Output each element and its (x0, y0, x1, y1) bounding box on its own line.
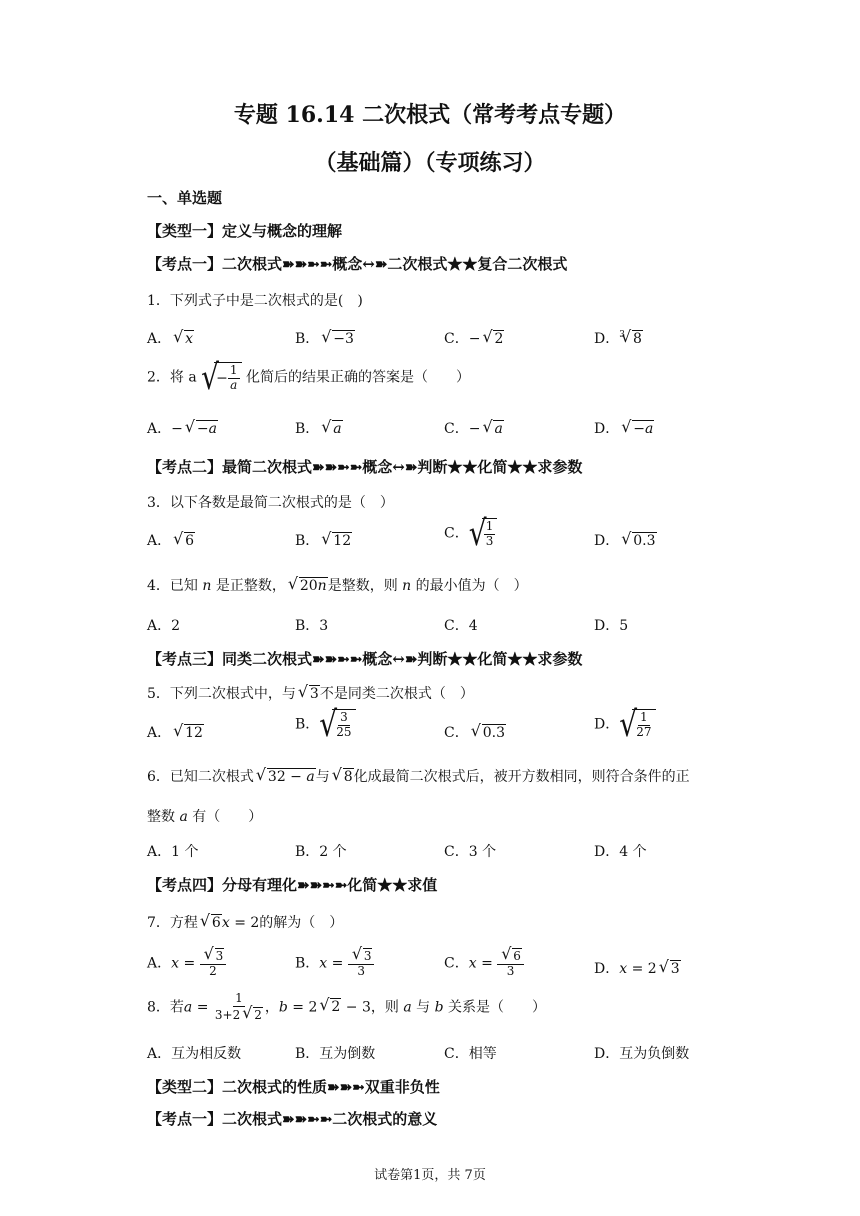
q4-option-b: B．3 (295, 618, 329, 634)
q4-option-d: D．5 (594, 618, 629, 634)
question-7: 7．方程√ 6x = 2的解为（ ） (147, 912, 343, 932)
q1-option-b: B．√ −3 (295, 328, 355, 348)
q3-option-d: D．√ 0.3 (594, 530, 657, 550)
q6-option-c: C．3 个 (444, 844, 497, 860)
title-line-1: 专题 16.14 二次根式（常考考点专题） (233, 102, 627, 128)
q7-option-b: B．x = √ $\frac{3}{3}$ (295, 948, 374, 979)
q1-option-d: D．$^3$√ 8 (594, 328, 643, 348)
question-4: 4．已知 n 是正整数，√ 20n是整数，则 n 的最小值为（ ） (147, 575, 528, 595)
page-footer: 试卷第1页，共 7页 (374, 1168, 486, 1183)
q6-option-a: A．1 个 (147, 844, 199, 860)
question-3: 3．以下各数是最简二次根式的是（ ） (147, 495, 394, 511)
q7-option-a: A．x = √ $\frac{3}{2}$ (147, 948, 226, 979)
q5-option-a: A．√ 12 (147, 722, 204, 742)
kaodian-heading-3: 【考点三】同类二次根式➽➽➼➼概念↔➽判断★★化简★★求参数 (147, 650, 583, 668)
q2-option-d: D．√ −a (594, 418, 654, 438)
kaodian-heading-5: 【考点一】二次根式➽➽➼➼二次根式的意义 (147, 1110, 438, 1128)
q8-option-a: A．互为相反数 (147, 1046, 242, 1062)
q1-option-a: A．√ x (147, 328, 194, 348)
question-8: 8．若a = $\frac{1}{3+2√ 2}$ ，b = 2√ 2 − 3，则 a 与 b 关系是（ ） (147, 992, 546, 1023)
q3-option-a: A．√ 6 (147, 530, 195, 550)
q1-option-c: C．−√ 2 (444, 328, 504, 348)
q7-option-c: C．x = √ $\frac{6}{3}$ (444, 948, 524, 979)
q7-option-d: D．x = 2√ 3 (594, 958, 681, 978)
q4-option-c: C．4 (444, 618, 478, 634)
question-2: 2．将 a √ − $\frac{1}{a}$ 化简后的结果正确的答案是（ ） (147, 362, 470, 393)
type-heading-1: 【类型一】定义与概念的理解 (147, 222, 343, 240)
question-6-line-2: 整数 a 有（ ） (147, 809, 263, 825)
q3-option-c: C． √ $\frac{1}{3}$ (444, 518, 497, 549)
q2-option-a: A．−√ −a (147, 418, 218, 438)
q6-option-b: B．2 个 (295, 844, 347, 860)
kaodian-heading-4: 【考点四】分母有理化➽➽➼➼化简★★求值 (147, 876, 438, 894)
q5-option-c: C．√ 0.3 (444, 722, 506, 742)
section-heading: 一、单选题 (147, 189, 223, 207)
type-heading-2: 【类型二】二次根式的性质➽➽➼双重非负性 (147, 1078, 440, 1096)
question-5: 5．下列二次根式中，与√ 3不是同类二次根式（ ） (147, 683, 474, 703)
question-1: 1．下列式子中是二次根式的是( ) (147, 293, 363, 309)
q4-option-a: A．2 (147, 618, 181, 634)
q2-option-c: C．−√ a (444, 418, 504, 438)
q3-option-b: B．√ 12 (295, 530, 352, 550)
kaodian-heading-2: 【考点二】最简二次根式➽➽➼➼概念↔➽判断★★化简★★求参数 (147, 458, 583, 476)
q8-option-c: C．相等 (444, 1046, 497, 1062)
q5-option-b: B． √ $\frac{3}{25}$ (295, 709, 356, 740)
q8-option-b: B．互为倒数 (295, 1046, 376, 1062)
q5-option-d: D． √ $\frac{1}{27}$ (594, 709, 656, 740)
q8-option-d: D．互为负倒数 (594, 1046, 690, 1062)
question-6-line-1: 6．已知二次根式√ 32 − a与√ 8化成最简二次根式后，被开方数相同，则符合条件的正 (147, 766, 690, 786)
q2-option-b: B．√ a (295, 418, 343, 438)
title-line-2: （基础篇）（专项练习） (314, 150, 546, 176)
q6-option-d: D．4 个 (594, 844, 647, 860)
kaodian-heading-1: 【考点一】二次根式➽➽➼➼概念↔➽二次根式★★复合二次根式 (147, 255, 568, 273)
